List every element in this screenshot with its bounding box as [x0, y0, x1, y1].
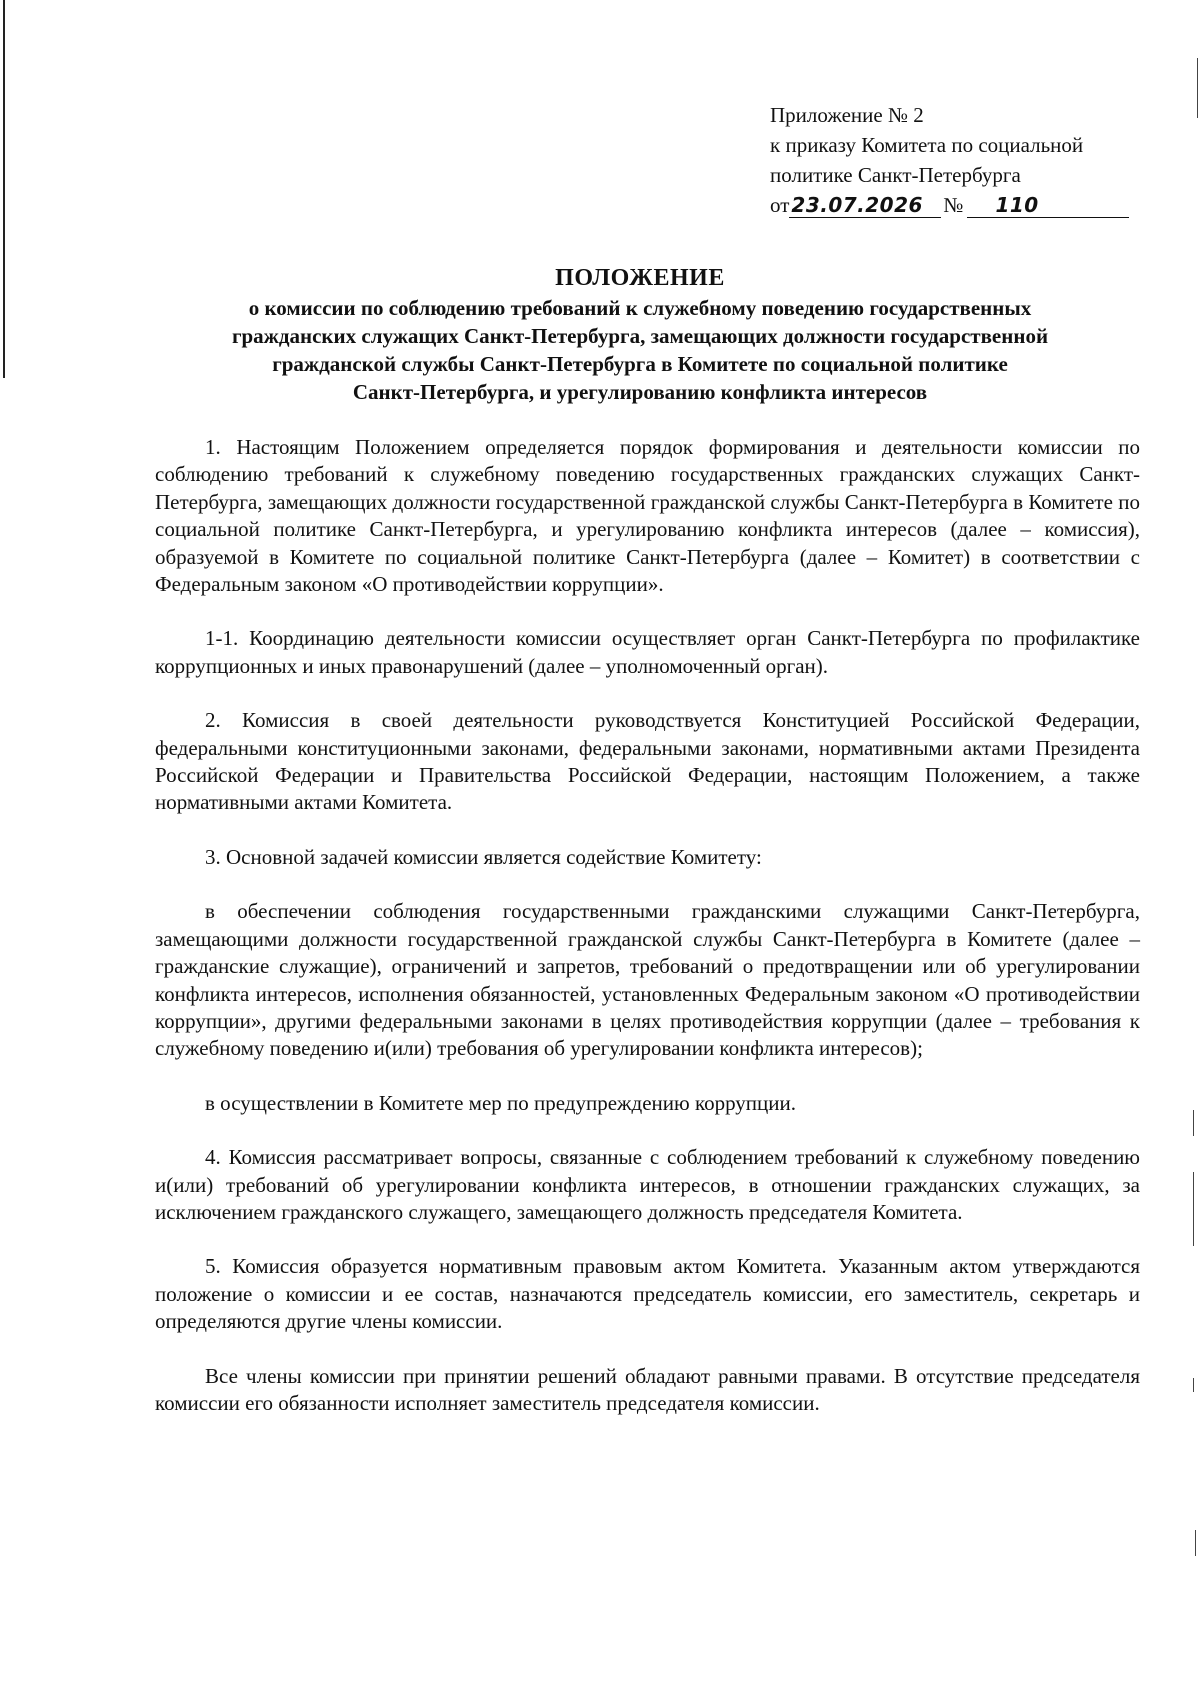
paragraph-3: 3. Основной задачей комиссии является содействие Комитету: [205, 844, 762, 869]
title-line-4: Санкт-Петербурга, и урегулированию конфликта интересов [352, 380, 928, 404]
appendix-order-ref: к приказу Комитета по социальной [770, 133, 1084, 157]
paragraph-3-b: в осуществлении в Комитете мер по предупреждению коррупции. [205, 1090, 797, 1115]
ot-label: от [770, 193, 790, 217]
document-title [140, 262, 1140, 406]
paragraph-1-1: 1-1. Координацию деятельности комиссии осуществляет орган Санкт-Петербурга по профилактике коррупционных и иных правонарушений (далее – уполномоченный орган). [155, 626, 1140, 678]
scan-edge-mark [1195, 1530, 1196, 1556]
appendix-number: Приложение № 2 [770, 103, 924, 127]
scan-edge-mark [1197, 58, 1198, 118]
paragraph-4: 4. Комиссия рассматривает вопросы, связанные с соблюдением требований к служебному поведению и(или) требований об урегулировании конфликта интересов, в отношении гражданских служащих, за исключением гражданского служащего, замещающего должность председателя Комитета. [155, 1145, 1140, 1224]
number-label: № [943, 193, 964, 217]
paragraph-5: 5. Комиссия образуется нормативным правовым актом Комитета. Указанным актом утверждаются положение о комиссии и ее состав, назначаются председатель комиссии, его заместитель, секретарь и определяются другие члены комиссии. [155, 1254, 1140, 1334]
title-line-2: гражданских служащих Санкт-Петербурга, замещающих должности государственной [231, 324, 1049, 348]
paragraph-6: Все члены комиссии при принятии решений обладают равными правами. В отсутствие председателя комиссии его обязанности исполняет заместитель председателя комиссии. [155, 1363, 1140, 1415]
scan-edge-line [3, 0, 5, 378]
appendix-block [770, 100, 1180, 220]
paragraph-2: 2. Комиссия в своей деятельности руководствуется Конституцией Российской Федерации, федеральными конституционными законами, федеральными законами, нормативными актами Президента Российской Федерации и Правительства Российской Федерации, настоящим Положением, а также нормативными актами Комитета. [155, 708, 1140, 815]
handwritten-number: 110 [967, 193, 1129, 218]
title-heading: ПОЛОЖЕНИЕ [555, 265, 725, 291]
paragraph-1: 1. Настоящим Положением определяется порядок формирования и деятельности комиссии по соблюдению требований к служебному поведению государственных гражданских служащих Санкт-Петербурга, замещающих должности государственной гражданской службы Санкт-Петербурга в Комитете по социальной политике Санкт-Петербурга, и урегулированию конфликта интересов (далее – комиссия), образуемой в Комитете по социальной политике Санкт-Петербурга (далее – Комитет) в соответствии с Федеральным законом «О противодействии коррупции». [155, 435, 1140, 597]
handwritten-date: 23.07.2026 [789, 193, 941, 218]
title-line-3: гражданской службы Санкт-Петербурга в Комитете по социальной политике [272, 352, 1008, 376]
appendix-date-line [770, 190, 1180, 220]
title-line-1: о комиссии по соблюдению требований к служебному поведению государственных [248, 296, 1032, 320]
scan-edge-mark [1193, 1378, 1194, 1392]
scan-edge-mark [1193, 1172, 1194, 1246]
appendix-committee: политике Санкт-Петербурга [770, 163, 1021, 187]
document-body [155, 434, 1140, 1444]
paragraph-3-a: в обеспечении соблюдения государственными гражданскими служащими Санкт-Петербурга, замещающими должности государственной гражданской службы Санкт-Петербурга в Комитете (далее – гражданские служащие), ограничений и запретов, требований о предотвращении или об урегулировании конфликта интересов, исполнения обязанностей, установленных Федеральным законом «О противодействии коррупции», другими федеральными законами в целях противодействия коррупции (далее – требования к служебному поведению и(или) требования об урегулировании конфликта интересов); [155, 899, 1140, 1061]
scan-edge-mark [1193, 1110, 1194, 1136]
